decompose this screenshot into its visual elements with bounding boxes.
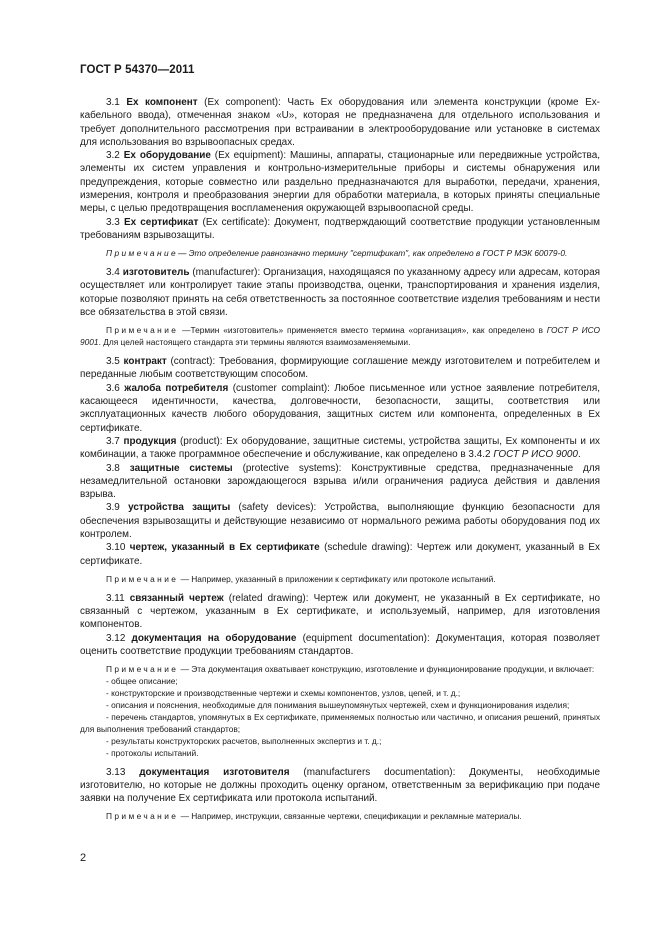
note-3-10 [80,574,600,586]
document-header: ГОСТ Р 54370—2011 [80,64,195,76]
clause-reference: ГОСТ Р ИСО 9000 [493,449,578,461]
clause-number: 3.1 [106,97,120,108]
clause-3-4 [80,266,600,319]
note-text: —Термин «изготовитель» применяется вместо термина «организация», как определено в [178,325,547,336]
clause-3-1 [80,96,600,149]
list-item: - общее описание; [106,676,178,687]
note-3-12 [80,664,600,676]
clause-number: 3.6 [106,382,120,394]
clause-term: документация изготовителя [139,766,290,778]
clause-number: 3.3 [106,216,120,228]
clause-term: связанный чертеж [129,592,224,604]
clause-definition: (manufacturers documentation): Документы, необходимые изготовителю, но которые не должны проходить оценку органом, ответственным за верификацию при подаче заявки на получение Ex сертификата или протокола испытаний. [80,766,600,805]
clause-tail: . [577,449,581,461]
note-label: Примечание [106,325,179,336]
note-text: — Эта документация охватывает конструкцию, изготовление и функционирование продукции, и включает: [178,664,595,675]
note-label: Примечание [106,573,179,584]
clause-number: 3.9 [106,502,120,514]
list-item: - результаты конструкторских расчетов, выполненных экспертиз и т. д.; [106,735,382,746]
list-item: - перечень стандартов, упомянутых в Ex сертификате, применяемых полностью или частично, и описания решений, принятых для выполнения требований стандартов; [80,711,600,734]
clause-3-11 [80,592,600,632]
clause-number: 3.13 [106,766,126,778]
clause-number: 3.5 [106,356,120,368]
note-3-4 [80,325,600,349]
clause-number: 3.10 [106,542,126,554]
clause-definition: (manufacturer): Организация, находящаяся по указанному адресу или адресам, которая осуществляет или контролирует такие этапы производства, оценки, транспортирования и хранения изделия, которые позволяют принять на себя ответственность за постоянное соответствие изделия требованиям и нести все обязательства в этой связи. [80,267,600,319]
clause-definition: (Ex component): Часть Ex оборудования или элемента конструкции (кроме Ex-кабельного ввода), отмеченная знаком «U», которая не предназначена для отдельного использования и требует дополнительного рассмотрения при встраивании в электрооборудование или установке в системах для использования во взрывоопасных средах. [80,97,600,148]
note-text: — Это определение равнозначно термину "сертификат", как определено в ГОСТ Р МЭК 60079-0. [178,248,568,259]
clause-number: 3.4 [106,267,120,279]
clause-definition: (equipment documentation): Документация, которая позволяет оценить соответствие продукции требованиям стандартов. [80,632,601,658]
clause-definition: (contract): Требования, формирующие соглашение между изготовителем и потребителем и переданные любым соответствующим способом. [80,356,600,381]
note-text: — Например, указанный в приложении к сертификату или протоколе испытаний. [178,573,496,584]
clause-term: документация на оборудование [131,632,297,644]
clause-3-9 [80,501,600,541]
clause-term: продукция [123,435,177,447]
clause-number: 3.7 [106,435,120,447]
clause-definition: (product): Ex оборудование, защитные системы, устройства защиты, Ex компоненты и их комбинации, а также программное обеспечение и обслуживание, как определено в 3.4.2 [80,435,601,461]
clause-number: 3.11 [106,592,125,604]
note-label: Примечание [106,664,179,675]
note-3-13 [80,811,600,823]
clause-number: 3.12 [106,632,126,644]
note-text-end: . Для целей настоящего стандарта эти термины являются взаимозаменяемыми. [98,337,411,348]
clause-3-12 [80,632,600,659]
clause-term: изготовитель [122,267,190,279]
list-item: - протоколы испытаний. [106,747,199,758]
clause-3-8 [80,462,600,502]
clause-3-2 [80,149,600,215]
clause-term: Ex оборудование [123,150,211,162]
clause-3-7 [80,435,600,462]
page-number: 2 [80,852,87,864]
clause-definition: (Ex certificate): Документ, подтверждающий соответствие продукции установленным требованиям взрывозащиты. [80,216,600,241]
clause-term: устройства защиты [128,502,231,514]
clause-3-3 [80,216,600,243]
list-item: - конструкторские и производственные чертежи и схемы компонентов, узлов, цепей, и т. д.; [106,688,461,699]
clause-definition: (safety devices): Устройства, выполняющие функцию безопасности для обеспечения взрывозащиты и действующие независимо от нормального режима работы оборудования под их контролем. [80,502,601,541]
clause-term: чертеж, указанный в Ex сертификате [129,542,320,554]
clause-definition: (customer complaint): Любое письменное или устное заявление потребителя, касающееся идентичности, качества, долговечности, безопасности, защиты, соответствия или эксплуатационных качеств любого оборудования, защитных систем или компонента, определенных в Ex сертификате. [80,382,601,434]
clause-definition: (protective systems): Конструктивные средства, предназначенные для незамедлительной остановки зарождающегося взрыва и/или ограничения радиуса действия и давления взрыва. [80,462,600,501]
note-3-3 [80,248,600,260]
note-label: Примечание [106,248,179,259]
clause-number: 3.8 [106,462,120,474]
note-text: — Например, инструкции, связанные чертежи, спецификации и рекламные материалы. [178,811,522,822]
list-item: - описания и пояснения, необходимые для понимания вышеупомянутых чертежей, схем и функционирования изделия; [106,700,570,711]
note-reference: ГОСТ Р ИСО 9001 [80,325,600,348]
clause-term: жалоба потребителя [124,382,229,394]
clause-definition: (Ex equipment): Машины, аппараты, стационарные или передвижные устройства, элементы их систем управления и контрольно-измерительные приборы и системы обнаружения или предупреждения, которые совместно или раздельно предназначаются для выработки, передачи, хранения, измерения, контроля и преобразования энергии для обработки материала, в которых приняты специальные меры, с целью предотвращения воспламенения окружающей взрывоопасной среды. [80,150,601,215]
clause-term: Ex компонент [126,97,198,108]
clause-3-10 [80,541,600,568]
clause-term: Ex сертификат [123,216,199,228]
clause-3-6 [80,382,600,435]
document-body [80,96,600,823]
clause-definition: (schedule drawing): Чертеж или документ, указанный в Ex сертификате. [80,542,600,567]
clause-3-13 [80,766,600,806]
note-label: Примечание [106,811,179,822]
clause-definition: (related drawing): Чертеж или документ, не указанный в Ex сертификате, но связанный с чертежом, указанным в Ex сертификате, и используемый, например, для изготовления компонентов. [80,592,601,631]
clause-3-5 [80,355,600,382]
clause-number: 3.2 [106,150,120,162]
clause-term: защитные системы [129,462,233,474]
clause-term: контракт [123,356,167,368]
